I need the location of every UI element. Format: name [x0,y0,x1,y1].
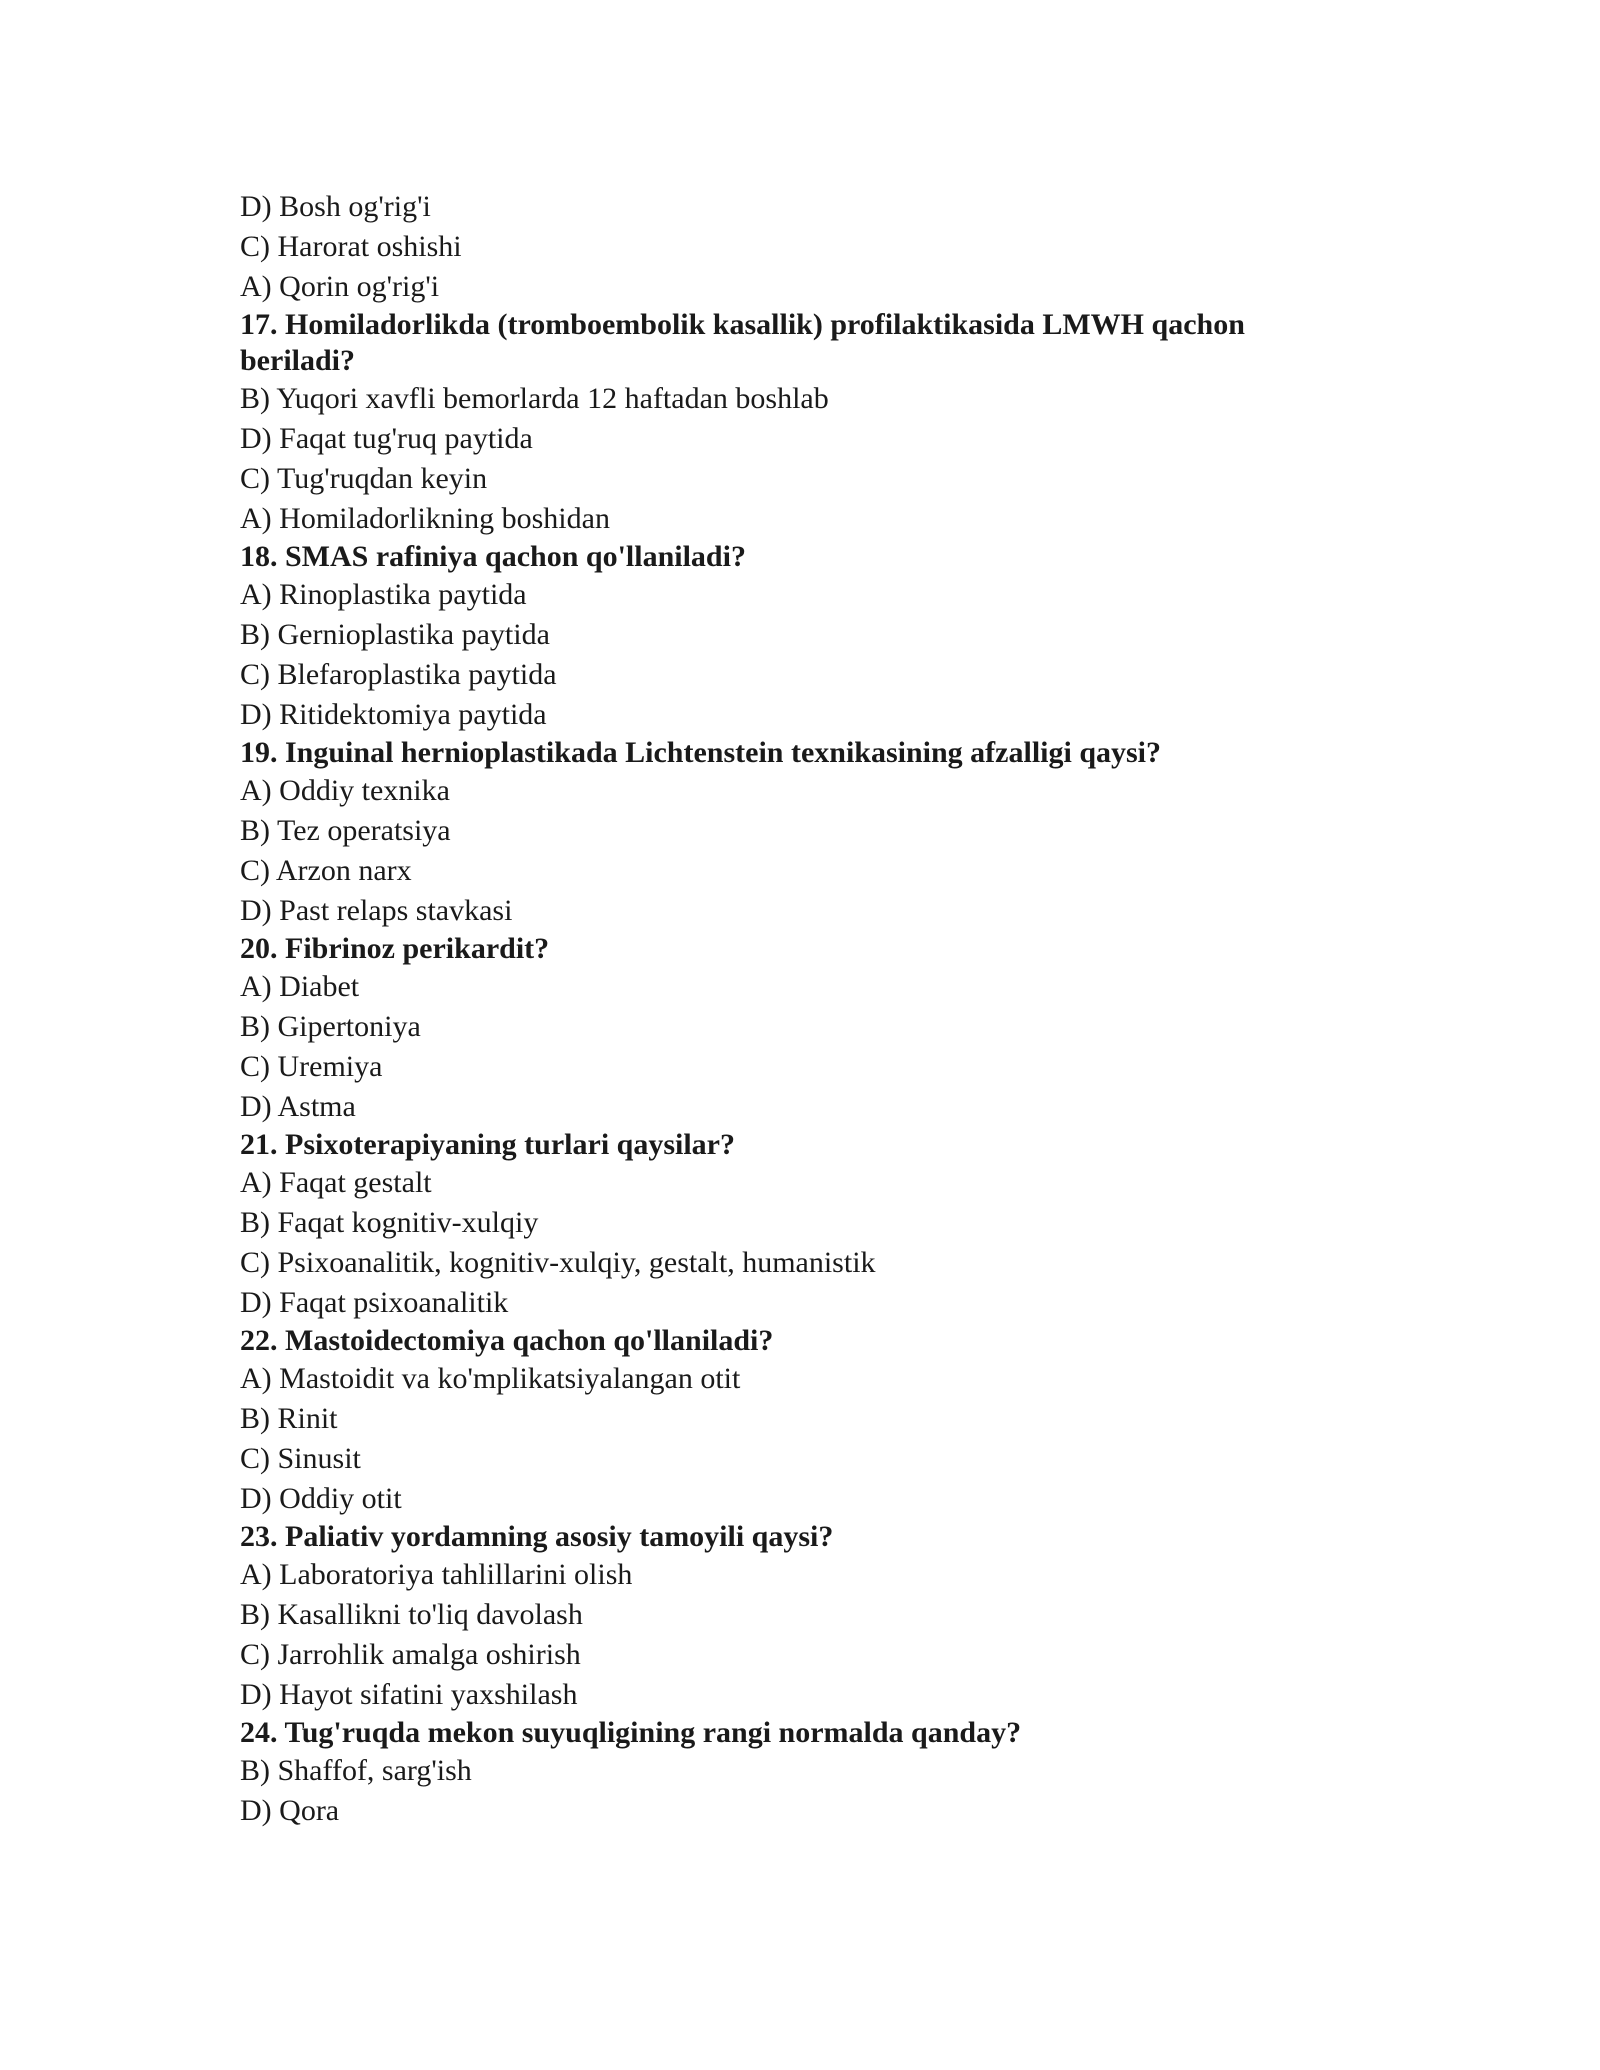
question-text: 24. Tug'ruqda mekon suyuqligining rangi normalda qanday? [240,1716,1022,1749]
answer-option: C) Arzon narx [240,854,412,887]
answer-option: D) Faqat psixoanalitik [240,1286,509,1319]
quiz-content [240,187,1360,1831]
question-text: 22. Mastoidectomiya qachon qo'llaniladi? [240,1324,774,1357]
answer-option: C) Tug'ruqdan keyin [240,462,488,495]
answer-option: B) Tez operatsiya [240,814,451,847]
question-23 [240,1519,1360,1715]
answer-option: B) Faqat kognitiv-xulqiy [240,1206,539,1239]
answer-option: D) Ritidektomiya paytida [240,698,547,731]
answer-option: B) Gipertoniya [240,1010,421,1043]
answer-option: A) Homiladorlikning boshidan [240,502,610,535]
question-17 [240,307,1360,539]
answer-option: A) Oddiy texnika [240,774,450,807]
answer-option: B) Shaffof, sarg'ish [240,1754,472,1787]
answer-option: C) Psixoanalitik, kognitiv-xulqiy, gestalt, humanistik [240,1246,876,1279]
question-text: 20. Fibrinoz perikardit? [240,932,550,965]
answer-option: B) Yuqori xavfli bemorlarda 12 haftadan boshlab [240,382,829,415]
question-21 [240,1127,1360,1323]
question-text: 21. Psixoterapiyaning turlari qaysilar? [240,1128,735,1161]
question-19 [240,735,1360,931]
question-text: 18. SMAS rafiniya qachon qo'llaniladi? [240,540,746,573]
answer-option: A) Laboratoriya tahlillarini olish [240,1558,633,1591]
answer-option: D) Oddiy otit [240,1482,402,1515]
answer-option: C) Uremiya [240,1050,383,1083]
answer-option: D) Hayot sifatini yaxshilash [240,1678,578,1711]
answer-option: D) Faqat tug'ruq paytida [240,422,533,455]
answer-option: B) Rinit [240,1402,338,1435]
answer-option: D) Qora [240,1794,340,1827]
question-18 [240,539,1360,735]
answer-option: D) Bosh og'rig'i [240,190,431,223]
answer-option: A) Diabet [240,970,360,1003]
answer-option: B) Gernioplastika paytida [240,618,550,651]
question-text: 23. Paliativ yordamning asosiy tamoyili qaysi? [240,1520,834,1553]
answer-option: D) Astma [240,1090,356,1123]
question-20 [240,931,1360,1127]
answer-option: C) Harorat oshishi [240,230,462,263]
answer-option: A) Qorin og'rig'i [240,270,440,303]
question-24 [240,1715,1360,1831]
lead-options [240,187,1360,307]
question-22 [240,1323,1360,1519]
answer-option: B) Kasallikni to'liq davolash [240,1598,583,1631]
question-text: 17. Homiladorlikda (tromboembolik kasallik) profilaktikasida LMWH qachon beriladi? [240,308,1245,377]
answer-option: A) Rinoplastika paytida [240,578,527,611]
answer-option: C) Blefaroplastika paytida [240,658,557,691]
answer-option: D) Past relaps stavkasi [240,894,513,927]
answer-option: C) Sinusit [240,1442,361,1475]
answer-option: C) Jarrohlik amalga oshirish [240,1638,581,1671]
answer-option: A) Faqat gestalt [240,1166,432,1199]
answer-option: A) Mastoidit va ko'mplikatsiyalangan otit [240,1362,741,1395]
question-text: 19. Inguinal hernioplastikada Lichtenstein texnikasining afzalligi qaysi? [240,736,1162,769]
